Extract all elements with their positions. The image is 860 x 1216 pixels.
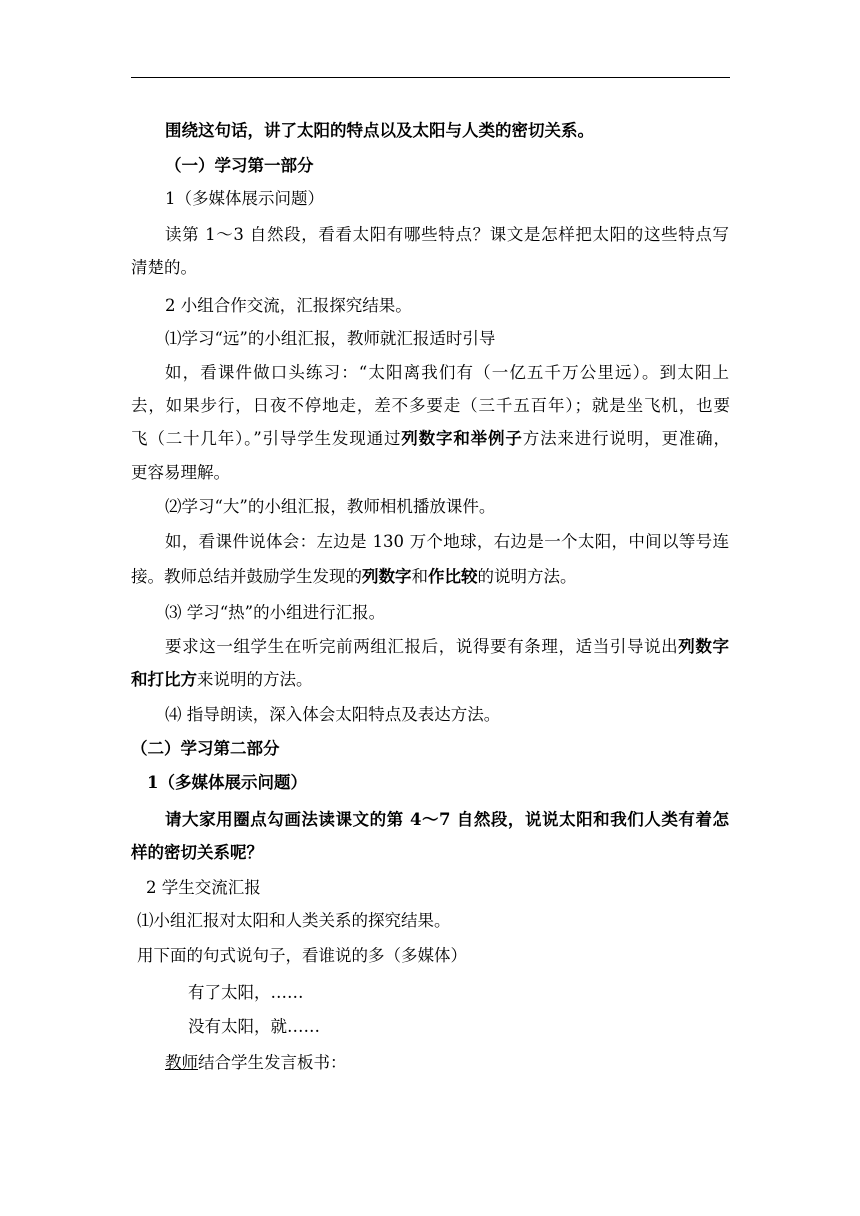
text-segment: 和 — [411, 567, 428, 586]
text-line — [131, 843, 263, 863]
text-line — [165, 810, 729, 830]
bold-text: 列数字 — [678, 637, 729, 656]
text-line — [165, 637, 729, 657]
text-segment: 飞（二十几年）。”引导学生发现通过 — [131, 429, 402, 448]
text-line — [131, 258, 197, 278]
text-line — [165, 532, 729, 552]
text-segment: 要求这一组学生在听完前两组汇报后，说得要有条理，适当引导说出 — [165, 637, 679, 656]
text-segment: 如，看课件说体会：左边是 130 万个地球，右边是一个太阳，中间以等号连 — [165, 532, 729, 551]
text-segment: 有了太阳，…… — [188, 983, 304, 1002]
bold-text: 样的密切关系呢？ — [131, 843, 263, 862]
text-segment: 更容易理解。 — [131, 463, 230, 482]
text-line — [165, 705, 500, 725]
text-line — [165, 497, 495, 517]
text-segment: 如，看课件做口头练习：“太阳离我们有（一亿五千万公里远）。到太阳上 — [165, 363, 729, 382]
text-segment: 的说明方法。 — [477, 567, 577, 586]
text-segment: 1（多媒体展示问题） — [165, 189, 324, 208]
text-line — [165, 603, 385, 623]
text-segment: ⑴小组汇报对太阳和人类关系的探究结果。 — [137, 911, 451, 930]
text-segment: 结合学生发言板书： — [198, 1053, 347, 1072]
bold-text: 和打比方 — [131, 670, 197, 689]
text-segment: 来说明的方法。 — [197, 670, 313, 689]
bold-text: 作比较 — [428, 567, 478, 586]
text-segment: ⑵学习“大”的小组汇报，教师相机播放课件。 — [165, 497, 496, 516]
underlined-text: 教师 — [165, 1053, 198, 1072]
text-line — [137, 911, 451, 931]
text-line — [165, 329, 495, 349]
text-line — [165, 121, 594, 141]
text-line — [131, 567, 577, 587]
text-line — [131, 429, 730, 449]
bold-text: 列数字 — [362, 567, 412, 586]
text-segment: 读第 1～3 自然段，看看太阳有哪些特点？课文是怎样把太阳的这些特点写 — [165, 225, 729, 244]
text-line — [146, 878, 261, 898]
text-line — [147, 773, 307, 793]
bold-text: （二）学习第二部分 — [131, 739, 280, 758]
text-line — [137, 946, 467, 966]
text-line — [165, 296, 412, 316]
text-segment: 去，如果步行，日夜不停地走，差不多要走（三千五百年）；就是坐飞机，也要 — [131, 396, 730, 415]
bold-text: 1（多媒体展示问题） — [147, 773, 307, 792]
text-line — [131, 463, 230, 483]
text-segment: ⑴学习“远”的小组汇报，教师就汇报适时引导 — [165, 329, 496, 348]
text-segment: ⑷ 指导朗读，深入体会太阳特点及表达方法。 — [165, 705, 501, 724]
text-segment: 接。教师总结并鼓励学生发现的 — [131, 567, 362, 586]
text-line — [188, 1017, 320, 1037]
text-segment: 清楚的。 — [131, 258, 197, 277]
text-segment: 2 学生交流汇报 — [146, 878, 261, 897]
bold-text: 列数字和举例子 — [401, 429, 523, 448]
text-line — [165, 225, 729, 245]
header-rule — [131, 77, 730, 78]
text-line — [131, 396, 730, 416]
bold-text: 围绕这句话，讲了太阳的特点以及太阳与人类的密切关系。 — [165, 121, 594, 140]
text-line — [188, 983, 304, 1003]
text-line — [165, 189, 324, 209]
bold-text: （一）学习第一部分 — [165, 156, 314, 175]
text-line — [131, 739, 280, 759]
text-line — [165, 1053, 347, 1073]
text-segment: ⑶ 学习“热”的小组进行汇报。 — [165, 603, 386, 622]
text-segment: 方法来进行说明，更准确， — [522, 429, 731, 448]
text-segment: 2 小组合作交流，汇报探究结果。 — [165, 296, 412, 315]
text-line — [165, 156, 314, 176]
bold-text: 请大家用圈点勾画法读课文的第 4～7 自然段，说说太阳和我们人类有着怎 — [165, 810, 729, 829]
text-segment: 没有太阳，就…… — [188, 1017, 320, 1036]
text-line — [165, 363, 729, 383]
text-line — [131, 670, 313, 690]
text-segment: 用下面的句式说句子，看谁说的多（多媒体） — [137, 946, 467, 965]
